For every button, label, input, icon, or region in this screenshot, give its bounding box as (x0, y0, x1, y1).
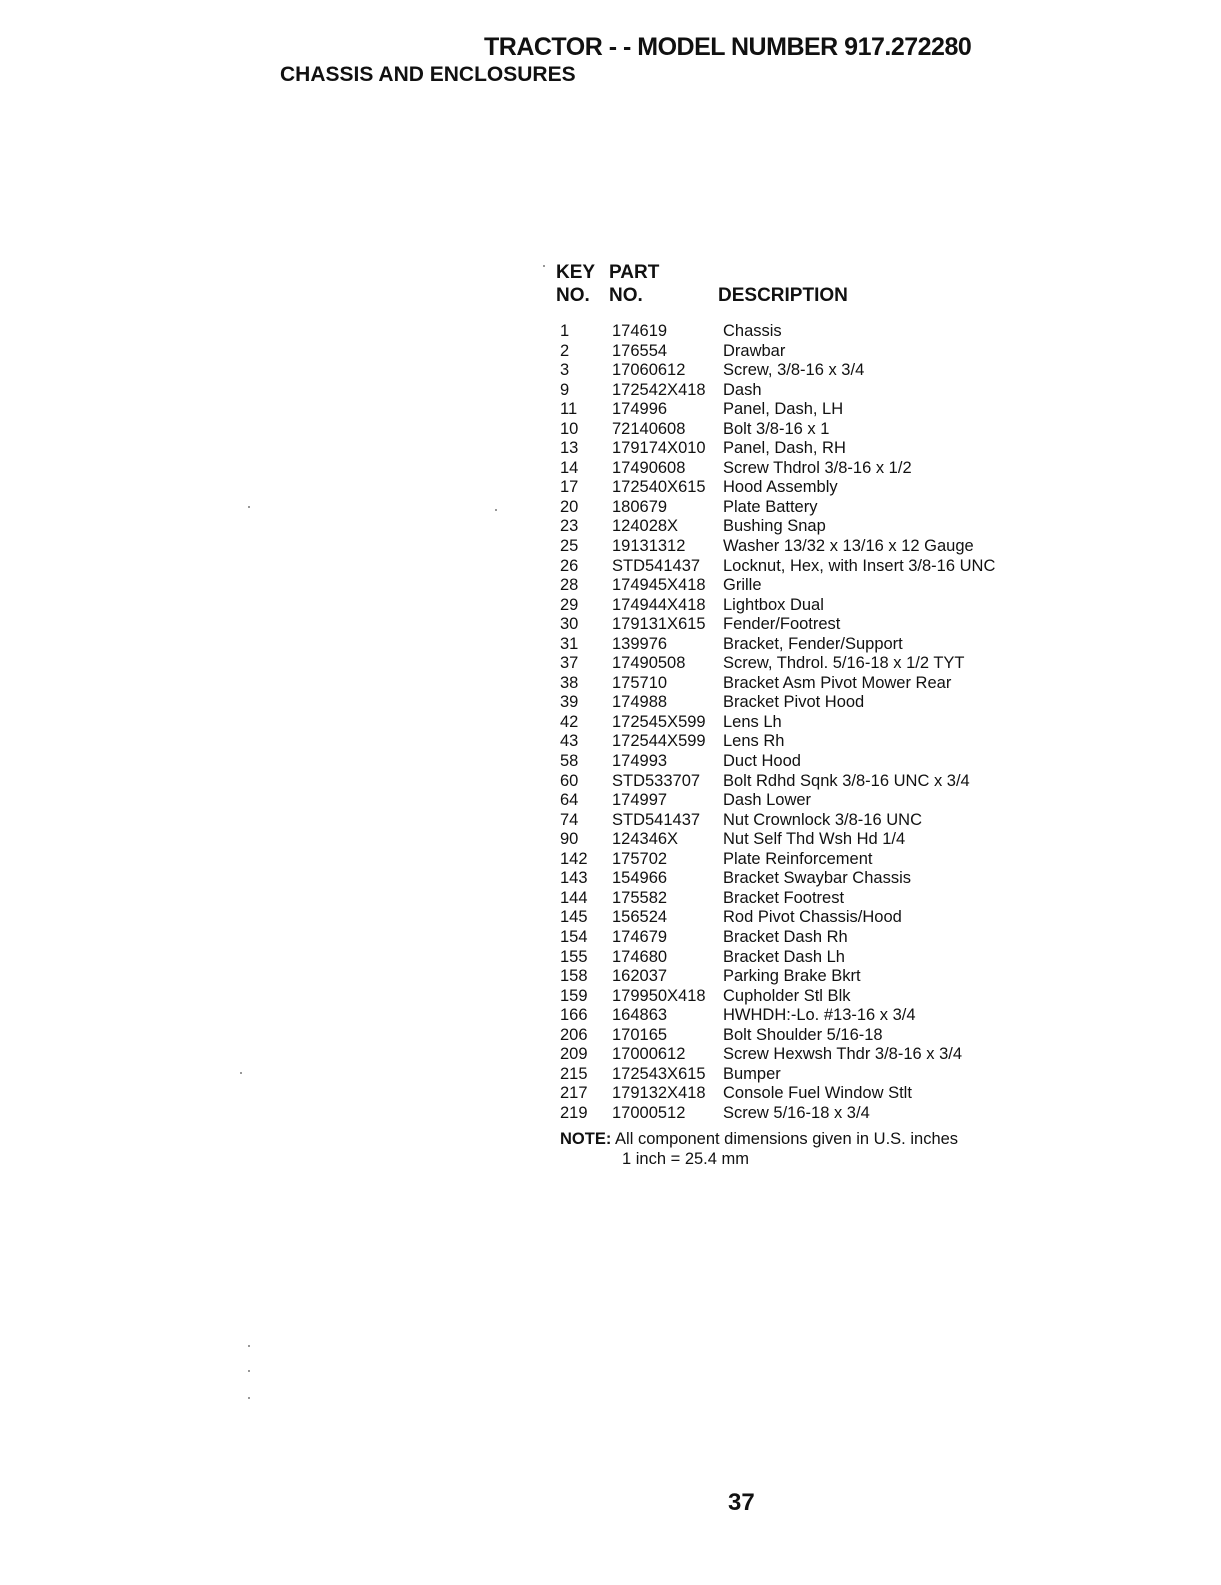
key-number: 2 (560, 341, 570, 360)
parts-row (556, 908, 1026, 928)
part-description: Console Fuel Window Stlt (723, 1084, 912, 1103)
part-number: STD541437 (612, 810, 701, 829)
parts-row (556, 361, 1026, 381)
key-number: 14 (560, 458, 579, 477)
key-number: 142 (560, 849, 588, 868)
parts-row (556, 439, 1026, 459)
parts-list (556, 322, 1026, 1123)
description-header: DESCRIPTION (718, 285, 848, 306)
parts-row (556, 811, 1026, 831)
part-description: HWHDH:-Lo. #13-16 x 3/4 (723, 1006, 916, 1025)
part-description: Screw Thdrol 3/8-16 x 1/2 (723, 458, 912, 477)
part-description: Lens Rh (723, 732, 785, 751)
note-label: NOTE: (560, 1130, 612, 1148)
key-number: 13 (560, 439, 579, 458)
part-description: Bracket Asm Pivot Mower Rear (723, 673, 952, 692)
part-number: 124028X (612, 517, 679, 536)
key-number: 37 (560, 654, 579, 673)
parts-row (556, 635, 1026, 655)
part-number: 17490508 (612, 654, 686, 673)
part-number: 124346X (612, 830, 679, 849)
part-number: 174619 (612, 322, 668, 340)
part-number: 174993 (612, 752, 668, 771)
part-description: Panel, Dash, RH (723, 439, 846, 458)
note-block (560, 1129, 958, 1169)
key-number: 30 (560, 615, 579, 634)
key-number: 3 (560, 361, 570, 380)
parts-row (556, 537, 1026, 557)
part-description: Parking Brake Bkrt (723, 967, 861, 986)
scan-speck (495, 509, 497, 511)
part-number: 156524 (612, 908, 668, 927)
parts-row (556, 713, 1026, 733)
part-description: Nut Crownlock 3/8-16 UNC (723, 810, 922, 829)
key-number: 206 (560, 1025, 588, 1044)
parts-row (556, 987, 1026, 1007)
scan-speck (248, 506, 250, 508)
key-number: 9 (560, 380, 570, 399)
parts-row (556, 1006, 1026, 1026)
part-number: 176554 (612, 341, 668, 360)
part-description: Bumper (723, 1064, 781, 1083)
key-number: 28 (560, 576, 579, 595)
part-description: Bracket Dash Rh (723, 927, 848, 946)
part-description: Dash (723, 380, 762, 399)
part-number: 164863 (612, 1006, 668, 1025)
key-number: 215 (560, 1064, 588, 1083)
note-text: All component dimensions given in U.S. inches (615, 1130, 959, 1148)
part-number: 179174X010 (612, 439, 706, 458)
key-number: 219 (560, 1103, 588, 1122)
part-number: 174997 (612, 791, 668, 810)
part-header-line2: NO. (609, 285, 643, 306)
parts-row (556, 732, 1026, 752)
parts-row (556, 498, 1026, 518)
key-number: 74 (560, 810, 579, 829)
parts-row (556, 1026, 1026, 1046)
part-number: 172543X615 (612, 1064, 706, 1083)
part-description: Cupholder Stl Blk (723, 986, 851, 1005)
part-description: Bracket Footrest (723, 888, 845, 907)
parts-row (556, 557, 1026, 577)
page-title: TRACTOR - - MODEL NUMBER 917.272280 (484, 33, 972, 61)
part-number: 174945X418 (612, 576, 706, 595)
key-number: 58 (560, 752, 579, 771)
part-number: 172542X418 (612, 380, 706, 399)
scan-speck (248, 1397, 250, 1399)
parts-row (556, 693, 1026, 713)
parts-row (556, 967, 1026, 987)
parts-row (556, 478, 1026, 498)
part-description: Dash Lower (723, 791, 812, 810)
section-title: CHASSIS AND ENCLOSURES (280, 63, 576, 86)
part-description: Bracket, Fender/Support (723, 634, 903, 653)
part-description: Screw, 3/8-16 x 3/4 (723, 361, 865, 380)
parts-row (556, 517, 1026, 537)
part-description: Locknut, Hex, with Insert 3/8-16 UNC (723, 556, 996, 575)
parts-row (556, 889, 1026, 909)
key-number: 158 (560, 967, 588, 986)
parts-row (556, 869, 1026, 889)
part-number: 154966 (612, 869, 668, 888)
parts-row (556, 752, 1026, 772)
parts-row (556, 830, 1026, 850)
part-number: STD541437 (612, 556, 701, 575)
key-number: 64 (560, 791, 579, 810)
key-number: 60 (560, 771, 579, 790)
parts-row (556, 576, 1026, 596)
note-line-1 (560, 1129, 958, 1149)
key-number: 43 (560, 732, 579, 751)
parts-row (556, 674, 1026, 694)
key-number: 90 (560, 830, 579, 849)
part-description: Bolt Shoulder 5/16-18 (723, 1025, 883, 1044)
key-number: 17 (560, 478, 579, 497)
parts-row (556, 1065, 1026, 1085)
part-description: Lens Lh (723, 712, 782, 731)
part-description: Screw, Thdrol. 5/16-18 x 1/2 TYT (723, 654, 965, 673)
part-number: STD533707 (612, 771, 701, 790)
scan-speck (248, 1345, 250, 1347)
part-description: Bolt Rdhd Sqnk 3/8-16 UNC x 3/4 (723, 771, 970, 790)
key-number: 143 (560, 869, 588, 888)
part-description: Plate Reinforcement (723, 849, 873, 868)
part-number: 175582 (612, 888, 668, 907)
part-description: Chassis (723, 322, 782, 340)
part-description: Grille (723, 576, 762, 595)
key-number: 155 (560, 947, 588, 966)
key-number: 20 (560, 497, 579, 516)
parts-row (556, 322, 1026, 342)
parts-row (556, 654, 1026, 674)
key-number: 159 (560, 986, 588, 1005)
key-number: 38 (560, 673, 579, 692)
key-number: 144 (560, 888, 588, 907)
key-number: 42 (560, 712, 579, 731)
key-number: 154 (560, 927, 588, 946)
part-description: Panel, Dash, LH (723, 400, 844, 419)
part-number: 174996 (612, 400, 668, 419)
part-description: Lightbox Dual (723, 595, 824, 614)
key-header-line2: NO. (556, 285, 590, 306)
key-number: 26 (560, 556, 579, 575)
key-number: 217 (560, 1084, 588, 1103)
part-number: 174679 (612, 927, 668, 946)
part-description: Bracket Pivot Hood (723, 693, 865, 712)
parts-row (556, 400, 1026, 420)
part-number: 162037 (612, 967, 668, 986)
key-number: 23 (560, 517, 579, 536)
part-number: 72140608 (612, 419, 686, 438)
parts-row (556, 420, 1026, 440)
parts-row (556, 928, 1026, 948)
part-number: 179131X615 (612, 615, 706, 634)
scan-speck (248, 1370, 250, 1372)
key-number: 10 (560, 419, 579, 438)
parts-row (556, 850, 1026, 870)
parts-row (556, 615, 1026, 635)
part-number: 179950X418 (612, 986, 706, 1005)
part-number: 17490608 (612, 458, 686, 477)
part-description: Screw Hexwsh Thdr 3/8-16 x 3/4 (723, 1045, 963, 1064)
part-description: Plate Battery (723, 497, 818, 516)
parts-row (556, 596, 1026, 616)
key-number: 209 (560, 1045, 588, 1064)
part-number: 17060612 (612, 361, 686, 380)
part-description: Hood Assembly (723, 478, 838, 497)
part-description: Washer 13/32 x 13/16 x 12 Gauge (723, 537, 974, 556)
page-number: 37 (728, 1489, 755, 1516)
parts-row (556, 1084, 1026, 1104)
key-number: 25 (560, 537, 579, 556)
parts-row (556, 948, 1026, 968)
parts-row (556, 381, 1026, 401)
scan-speck (543, 265, 545, 267)
parts-row (556, 459, 1026, 479)
part-number: 19131312 (612, 537, 686, 556)
part-description: Bushing Snap (723, 517, 826, 536)
parts-row (556, 772, 1026, 792)
scan-speck (240, 1072, 242, 1074)
part-number: 170165 (612, 1025, 668, 1044)
part-description: Screw 5/16-18 x 3/4 (723, 1103, 870, 1122)
parts-row (556, 1045, 1026, 1065)
key-number: 1 (560, 322, 570, 340)
part-number: 174944X418 (612, 595, 706, 614)
parts-row (556, 791, 1026, 811)
part-number: 175710 (612, 673, 668, 692)
part-number: 174680 (612, 947, 668, 966)
key-number: 31 (560, 634, 579, 653)
part-description: Drawbar (723, 341, 786, 360)
key-number: 145 (560, 908, 588, 927)
part-number: 139976 (612, 634, 668, 653)
part-description: Bolt 3/8-16 x 1 (723, 419, 830, 438)
part-description: Duct Hood (723, 752, 801, 771)
part-header-line1: PART (609, 262, 660, 283)
key-number: 11 (560, 400, 578, 419)
key-number: 166 (560, 1006, 588, 1025)
note-line-2: 1 inch = 25.4 mm (622, 1150, 750, 1168)
part-description: Bracket Dash Lh (723, 947, 845, 966)
part-number: 174988 (612, 693, 668, 712)
part-number: 172540X615 (612, 478, 706, 497)
part-number: 180679 (612, 497, 668, 516)
part-number: 17000612 (612, 1045, 686, 1064)
part-description: Nut Self Thd Wsh Hd 1/4 (723, 830, 906, 849)
part-number: 175702 (612, 849, 668, 868)
key-number: 39 (560, 693, 579, 712)
parts-row (556, 1104, 1026, 1124)
part-description: Fender/Footrest (723, 615, 841, 634)
part-number: 17000512 (612, 1103, 686, 1122)
part-description: Rod Pivot Chassis/Hood (723, 908, 902, 927)
part-number: 172544X599 (612, 732, 706, 751)
part-description: Bracket Swaybar Chassis (723, 869, 911, 888)
key-header-line1: KEY (556, 262, 596, 283)
parts-row (556, 342, 1026, 362)
key-number: 29 (560, 595, 579, 614)
part-number: 172545X599 (612, 712, 706, 731)
part-number: 179132X418 (612, 1084, 706, 1103)
